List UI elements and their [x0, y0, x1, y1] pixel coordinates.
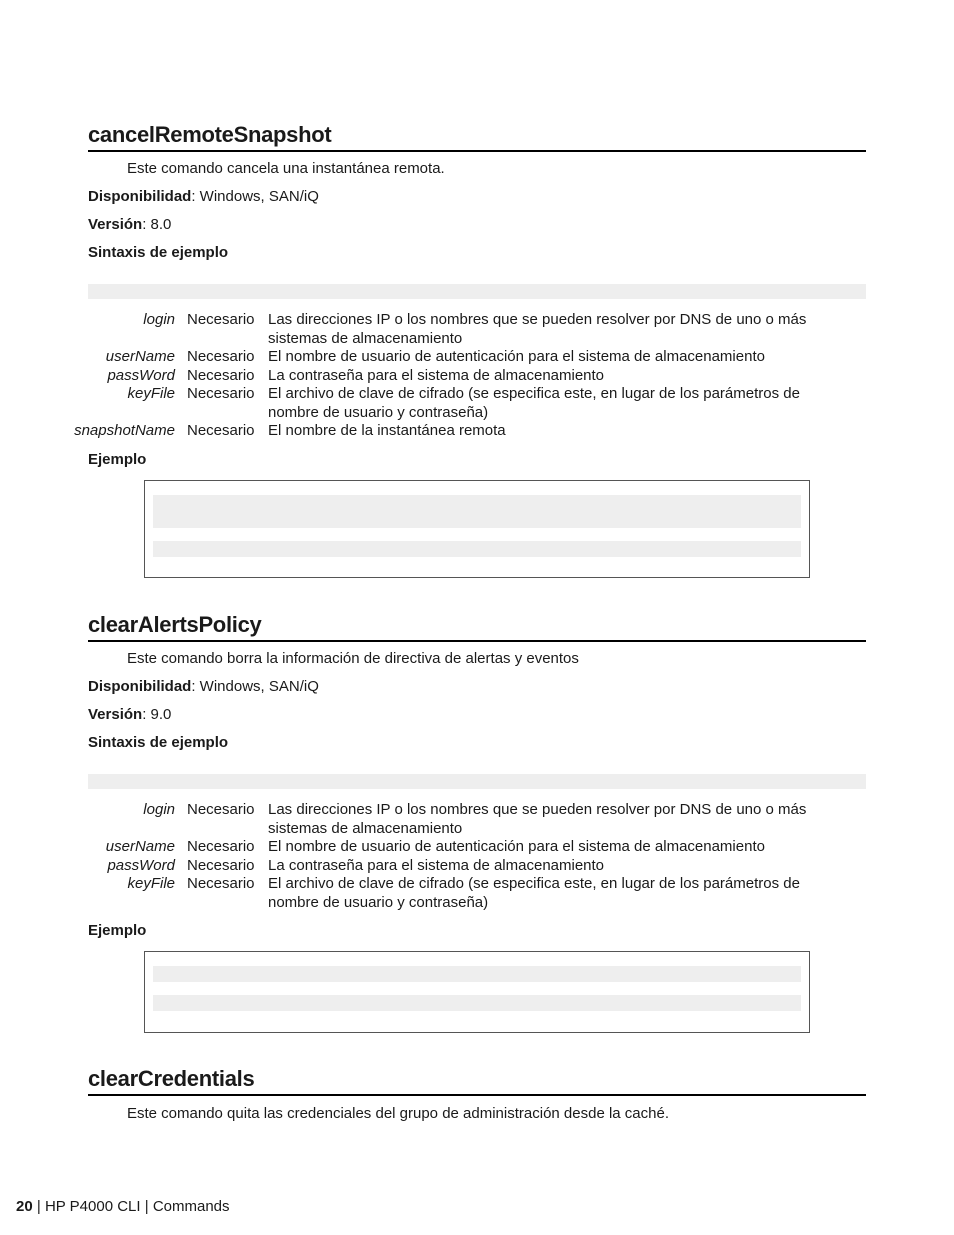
section-title-clearcredentials: clearCredentials [88, 1066, 866, 1096]
parameter-description: La contraseña para el sistema de almacenamiento [268, 366, 605, 384]
parameter-name: passWord [107, 856, 175, 874]
availability-line [88, 188, 319, 206]
footer-separator: | [144, 1198, 149, 1215]
parameter-required: Necesario [187, 875, 255, 892]
parameter-required: Necesario [187, 366, 255, 384]
example-code-line [153, 495, 801, 528]
parameter-name: keyFile [127, 385, 175, 402]
parameter-description: El nombre de usuario de autenticación para el sistema de almacenamiento [268, 348, 765, 365]
parameter-row [0, 311, 818, 348]
footer-separator: | [36, 1198, 41, 1215]
availability-value: : Windows, SAN/iQ [191, 188, 319, 205]
version-label: Versión [88, 706, 143, 723]
parameter-required: Necesario [187, 311, 255, 328]
example-label: Ejemplo [88, 922, 147, 939]
parameter-table [0, 311, 818, 441]
parameter-required: Necesario [187, 385, 255, 402]
example-code-box [144, 480, 810, 578]
parameter-name: passWord [107, 366, 175, 384]
syntax-label: Sintaxis de ejemplo [88, 244, 229, 261]
parameter-name: keyFile [127, 875, 175, 892]
section-title-cancelremotesnapshot: cancelRemoteSnapshot [88, 122, 866, 152]
section-title-clearalertspolicy: clearAlertsPolicy [88, 612, 866, 642]
parameter-description: El archivo de clave de cifrado (se especifica este, en lugar de los parámetros de nombre de usuario y contraseña) [268, 385, 800, 421]
parameter-description: El nombre de usuario de autenticación para el sistema de almacenamiento [268, 838, 765, 855]
section-description: Este comando borra la información de directiva de alertas y eventos [127, 650, 579, 667]
section-description: Este comando cancela una instantánea remota. [127, 160, 445, 177]
example-label: Ejemplo [88, 451, 147, 468]
parameter-row [0, 385, 818, 422]
version-line [88, 216, 171, 234]
parameter-row [0, 367, 818, 386]
parameter-name: userName [105, 838, 175, 855]
parameter-row [0, 838, 818, 857]
parameter-required: Necesario [187, 801, 255, 818]
version-label: Versión [88, 216, 143, 233]
example-code-line [153, 541, 801, 557]
version-line [88, 706, 171, 724]
parameter-row [0, 422, 818, 441]
footer-chapter: Commands [152, 1198, 230, 1215]
example-code-box [144, 951, 810, 1033]
availability-line [88, 678, 319, 696]
footer-product: HP P4000 CLI [44, 1198, 141, 1215]
parameter-required: Necesario [187, 348, 255, 365]
parameter-description: El archivo de clave de cifrado (se especifica este, en lugar de los parámetros de nombre de usuario y contraseña) [268, 875, 800, 911]
parameter-name: snapshotName [74, 422, 175, 439]
parameter-row [0, 875, 818, 912]
parameter-description: Las direcciones IP o los nombres que se pueden resolver por DNS de uno o más sistemas de almacenamiento [268, 801, 807, 837]
parameter-description: La contraseña para el sistema de almacenamiento [268, 856, 605, 874]
parameter-description: El nombre de la instantánea remota [268, 422, 506, 439]
parameter-row [0, 857, 818, 876]
example-code-line [153, 995, 801, 1011]
availability-label: Disponibilidad [88, 678, 192, 695]
parameter-required: Necesario [187, 856, 255, 874]
availability-label: Disponibilidad [88, 188, 192, 205]
parameter-name: login [143, 801, 175, 818]
parameter-table [0, 801, 818, 912]
parameter-name: login [143, 311, 175, 328]
parameter-row [0, 348, 818, 367]
availability-value: : Windows, SAN/iQ [191, 678, 319, 695]
page-number: 20 [16, 1198, 33, 1215]
syntax-label: Sintaxis de ejemplo [88, 734, 229, 751]
parameter-row [0, 801, 818, 838]
parameter-name: userName [105, 348, 175, 365]
example-code-line [153, 966, 801, 982]
parameter-required: Necesario [187, 422, 255, 439]
section-description: Este comando quita las credenciales del grupo de administración desde la caché. [127, 1105, 669, 1122]
syntax-code-block [88, 284, 866, 299]
version-value: : 8.0 [142, 216, 172, 233]
version-value: : 9.0 [142, 706, 172, 723]
syntax-code-block [88, 774, 866, 789]
page-footer [16, 1198, 230, 1215]
parameter-description: Las direcciones IP o los nombres que se pueden resolver por DNS de uno o más sistemas de almacenamiento [268, 311, 807, 347]
parameter-required: Necesario [187, 838, 255, 855]
